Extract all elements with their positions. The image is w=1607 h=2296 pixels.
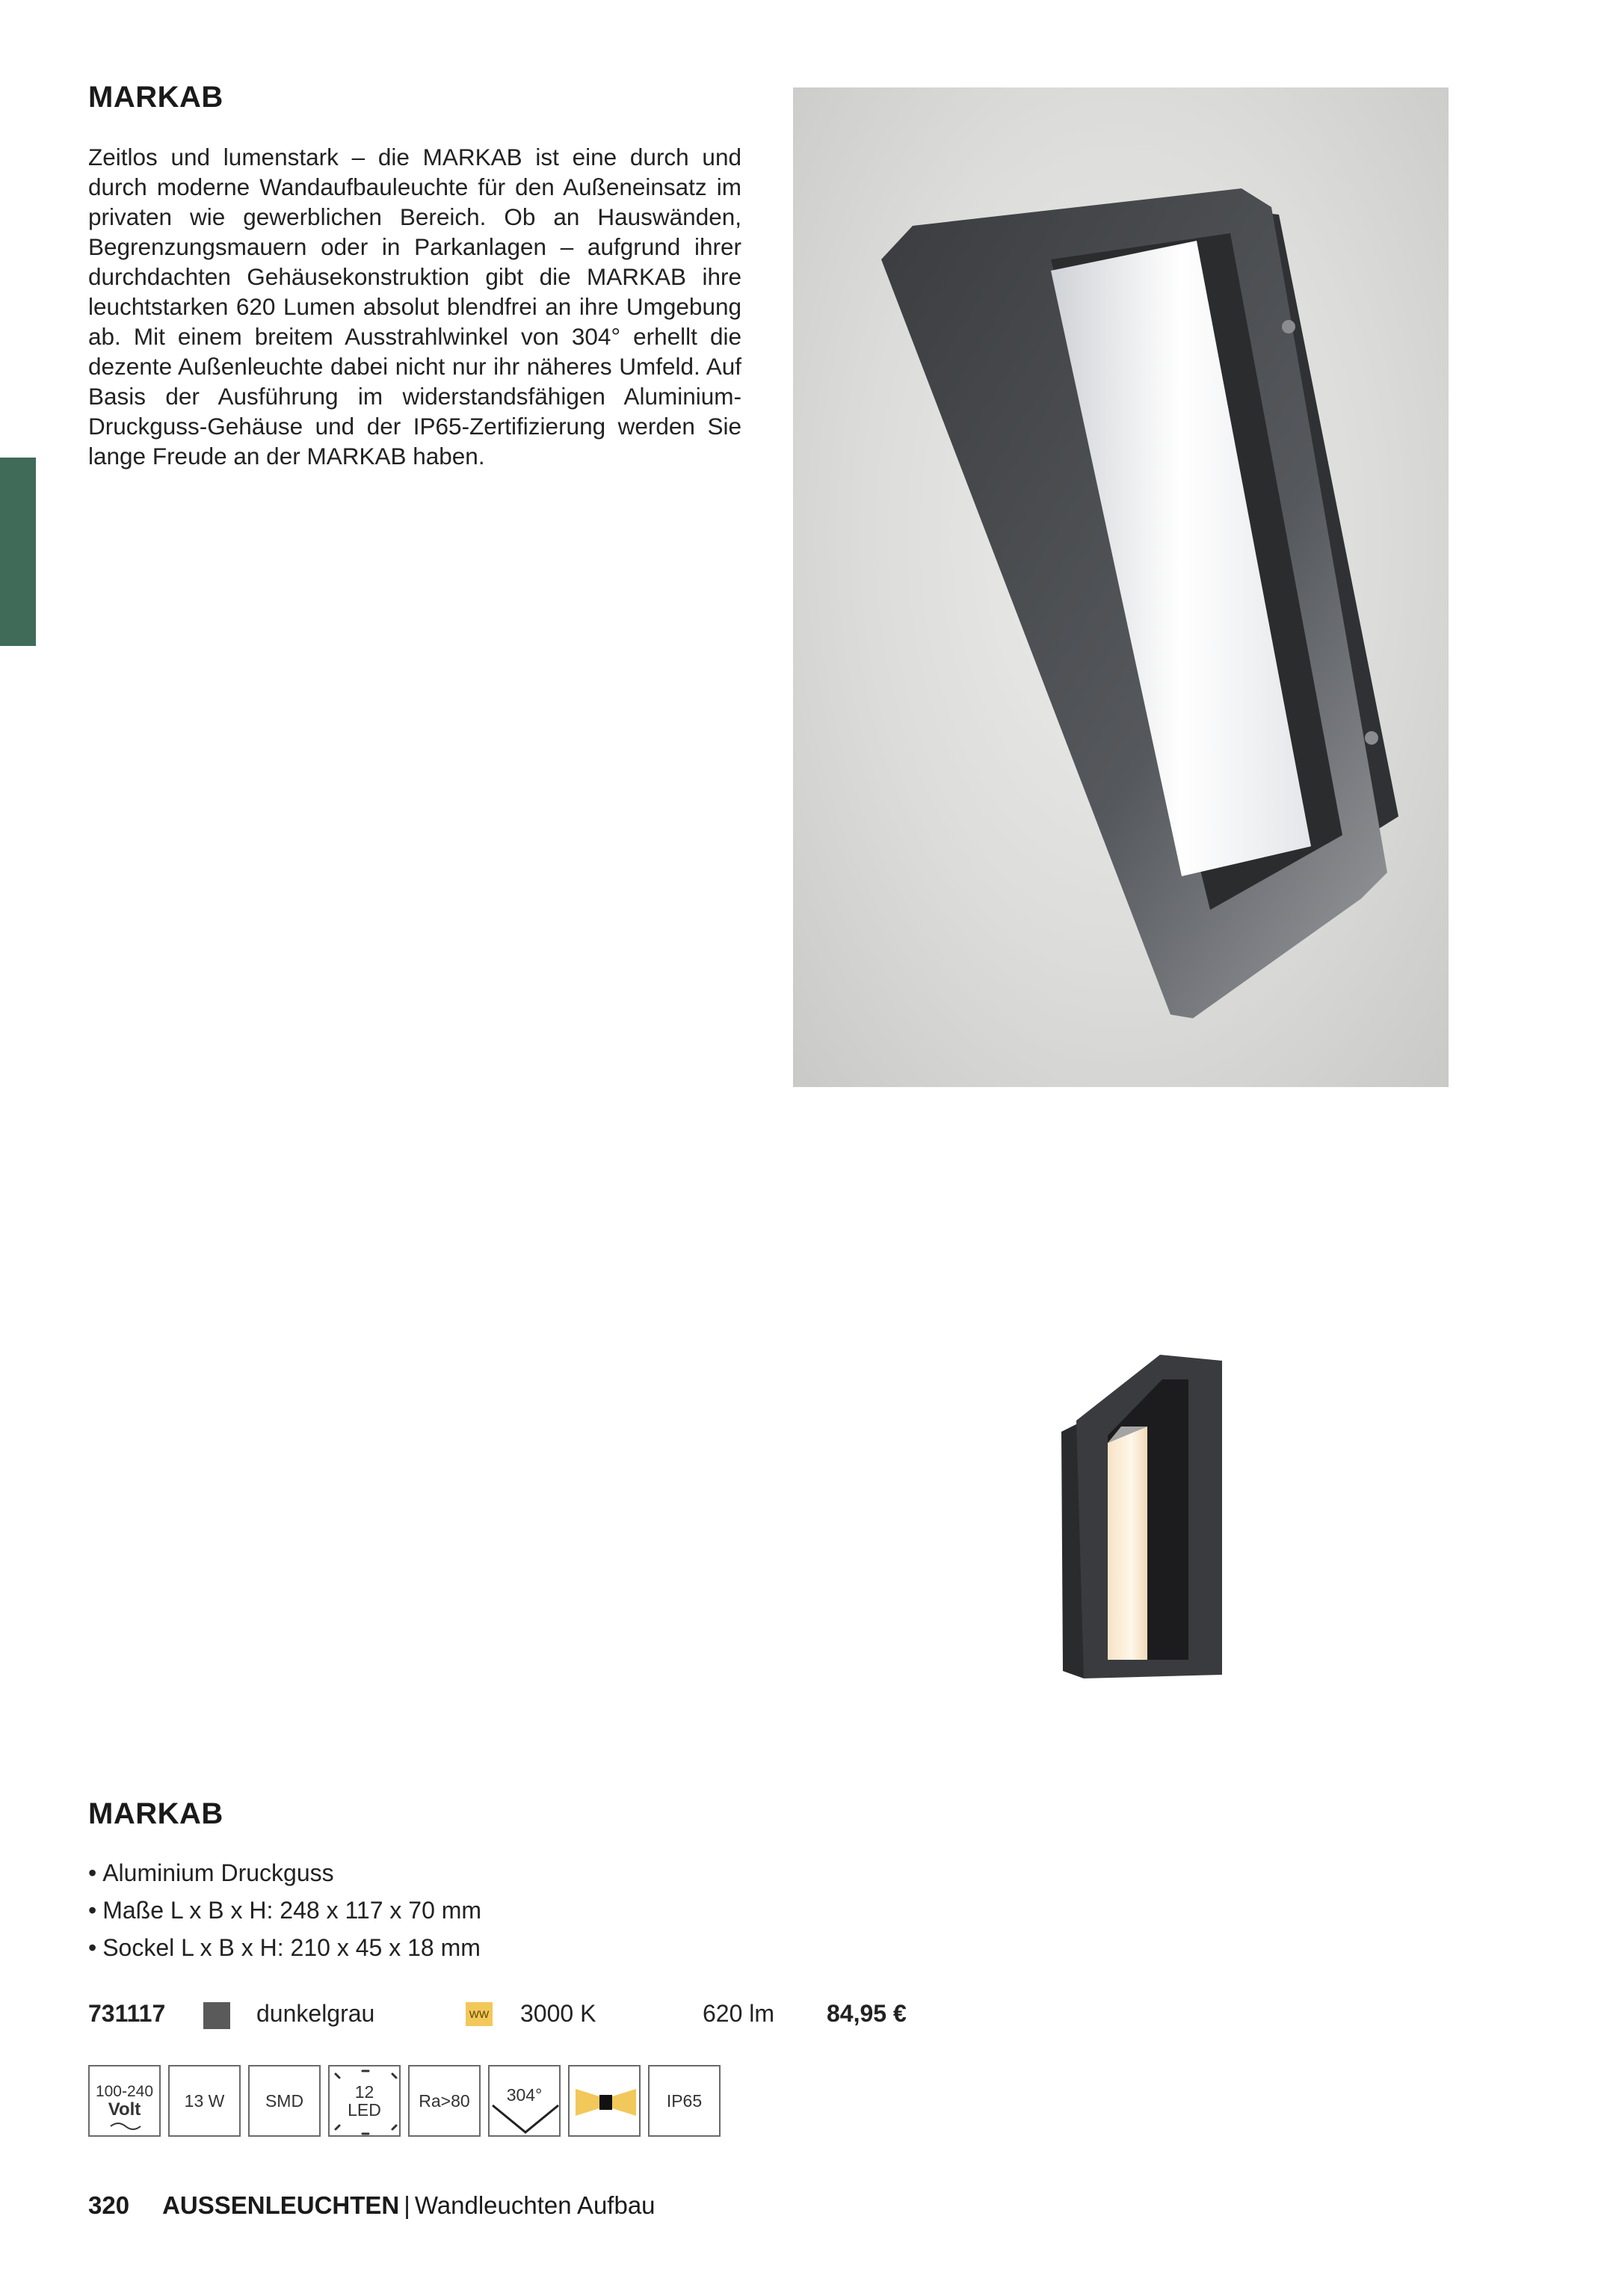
cri-icon	[408, 2065, 481, 2137]
chapter-tab	[0, 458, 36, 646]
color-temperature: 3000 K	[520, 2000, 596, 2027]
voltage-icon	[88, 2065, 161, 2137]
article-number: 731117	[88, 2000, 166, 2027]
angle-value: 304°	[506, 2085, 543, 2105]
ip-value: IP65	[666, 2091, 703, 2111]
voltage-range: 100-240	[95, 2083, 154, 2100]
smd-label: SMD	[265, 2091, 304, 2111]
footer-separator: |	[404, 2191, 410, 2219]
feature-list	[88, 1854, 481, 1966]
feature-item: • Aluminium Druckguss	[88, 1854, 481, 1892]
intro-title: MARKAB	[88, 81, 223, 114]
led-count-icon	[328, 2065, 401, 2137]
light-direction-icon	[568, 2065, 641, 2137]
led-dots-icon	[330, 2066, 402, 2138]
footer-section: AUSSENLEUCHTEN	[162, 2191, 400, 2219]
thumb-lamp-illustration	[1039, 1338, 1278, 1697]
power-value: 13 W	[184, 2091, 225, 2111]
color-swatch	[203, 2002, 230, 2029]
ip-rating-icon	[648, 2065, 721, 2137]
ac-wave-icon	[90, 2066, 162, 2138]
product-thumbnail	[1039, 1338, 1278, 1697]
page-footer	[88, 2189, 656, 2222]
warm-white-icon: WW	[466, 2002, 493, 2026]
price: 84,95 €	[827, 2000, 907, 2027]
hero-product-image	[793, 87, 1449, 1087]
led-count: 12	[354, 2082, 374, 2102]
cri-value: Ra>80	[419, 2091, 470, 2111]
power-icon	[168, 2065, 241, 2137]
product-title: MARKAB	[88, 1797, 223, 1830]
beam-angle-icon	[488, 2065, 561, 2137]
footer-subsection: Wandleuchten Aufbau	[414, 2191, 656, 2219]
page-number: 320	[88, 2191, 130, 2219]
feature-item: • Maße L x B x H: 248 x 117 x 70 mm	[88, 1892, 481, 1929]
smd-icon	[248, 2065, 321, 2137]
hero-lamp-illustration	[793, 87, 1449, 1087]
up-down-light-icon	[570, 2066, 642, 2138]
feature-item: • Sockel L x B x H: 210 x 45 x 18 mm	[88, 1929, 481, 1966]
spec-icons	[88, 2065, 721, 2137]
voltage-unit: Volt	[108, 2099, 141, 2120]
led-label: LED	[348, 2100, 381, 2120]
lumen-value: 620 lm	[703, 2000, 775, 2027]
variant-row	[88, 1995, 948, 2032]
intro-text: Zeitlos und lumenstark – die MARKAB ist eine durch und durch moderne Wandaufbauleuchte für den Außeneinsatz im privaten wie gewerblichen Bereich. Ob an Hauswänden, Begrenzungsmauern oder in Parkanlagen – aufgrund ihrer durchdachten Gehäusekonstruktion gibt die MARKAB ihre leuchtstarken 620 Lumen absolut blendfrei an ihre Umgebung ab. Mit einem breitem Ausstrahlwinkel von 304° erhellt die dezente Außenleuchte dabei nicht nur ihr näheres Umfeld. Auf Basis der Ausführung im widerstandsfähigen Aluminium-Druckguss-Gehäuse und der IP65-Zertifizierung werden Sie lange Freude an der MARKAB haben.	[88, 144, 741, 470]
color-name: dunkelgrau	[256, 2000, 375, 2027]
